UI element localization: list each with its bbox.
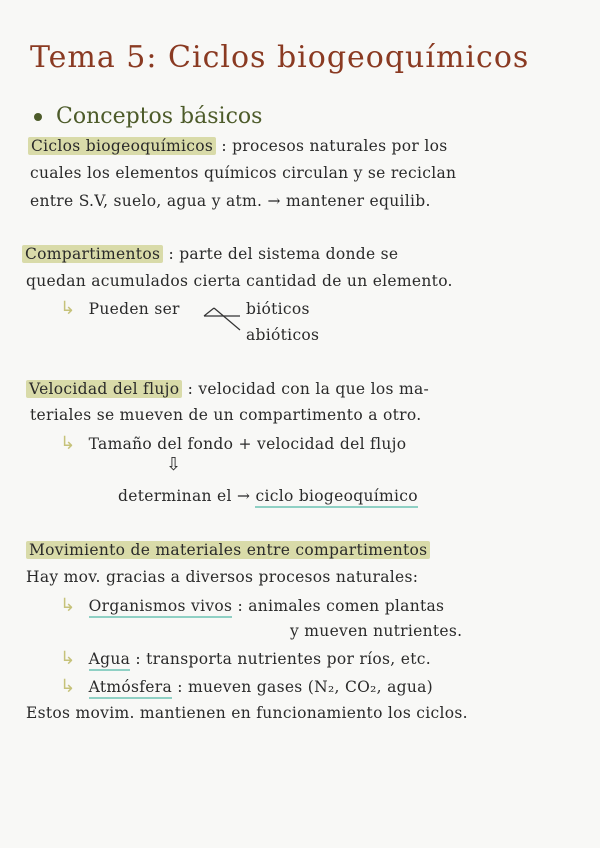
movimiento-heading [26, 541, 430, 559]
hook-arrow-icon: ↳ [60, 433, 76, 454]
movimiento-item-atmosfera [60, 676, 433, 697]
compartimentos-term: Compartimentos [22, 245, 163, 263]
movimiento-line-1: Hay mov. gracias a diversos procesos naturales: [26, 568, 419, 586]
ciclos-definition: : procesos naturales por los [221, 137, 448, 155]
ciclo-biogeoquimico-term: ciclo biogeoquímico [255, 487, 417, 508]
velocidad-definition: : velocidad con la que los ma- [187, 380, 430, 398]
pueden-ser-text: Pueden ser [88, 300, 180, 318]
ciclos-line-2: cuales los elementos químicos circulan y se reciclan [30, 164, 457, 182]
compartimentos-line-1 [22, 245, 398, 263]
velocidad-line-2: teriales se mueven de un compartimento a otro. [30, 406, 422, 424]
ciclos-line-3: entre S.V, suelo, agua y atm. → mantener equilib. [30, 192, 431, 210]
section-heading [34, 104, 262, 129]
branch-arrow-icon [200, 302, 244, 332]
compartimentos-definition: : parte del sistema donde se [168, 245, 399, 263]
atmosfera-text: : mueven gases (N₂, CO₂, agua) [177, 678, 434, 696]
movimiento-item-organismos [60, 595, 444, 616]
agua-term: Agua [89, 650, 131, 671]
movimiento-item-agua [60, 648, 431, 669]
branch-bioticos: bióticos [246, 300, 310, 318]
down-arrow-icon: ⇩ [166, 454, 182, 475]
organismos-text: : animales comen plantas [237, 597, 445, 615]
velocidad-line-4 [118, 487, 418, 505]
velocidad-line-3 [60, 433, 406, 454]
determinan-text: determinan el → [118, 487, 251, 505]
organismos-term: Organismos vivos [89, 597, 233, 618]
ciclos-line-1 [28, 137, 448, 155]
branch-abioticos: abióticos [246, 326, 320, 344]
hook-arrow-icon: ↳ [60, 648, 76, 669]
ciclos-term: Ciclos biogeoquímicos [28, 137, 216, 155]
agua-text: : transporta nutrientes por ríos, etc. [135, 650, 431, 668]
hook-arrow-icon: ↳ [60, 595, 76, 616]
hook-arrow-icon: ↳ [60, 676, 76, 697]
movimiento-term: Movimiento de materiales entre compartimentos [26, 541, 430, 559]
atmosfera-term: Atmósfera [89, 678, 172, 699]
pueden-ser-line [60, 298, 180, 319]
movimiento-closing: Estos movim. mantienen en funcionamiento los ciclos. [26, 704, 468, 722]
hook-arrow-icon: ↳ [60, 298, 76, 319]
tamano-text: Tamaño del fondo + velocidad del flujo [88, 435, 407, 453]
velocidad-term: Velocidad del flujo [26, 380, 182, 398]
velocidad-line-1 [26, 380, 429, 398]
page-title: Tema 5: Ciclos biogeoquímicos [30, 40, 530, 75]
bullet-icon [34, 113, 42, 121]
compartimentos-line-2: quedan acumulados cierta cantidad de un elemento. [26, 272, 453, 290]
organismos-cont: y mueven nutrientes. [290, 622, 463, 640]
section-title: Conceptos básicos [56, 104, 263, 129]
